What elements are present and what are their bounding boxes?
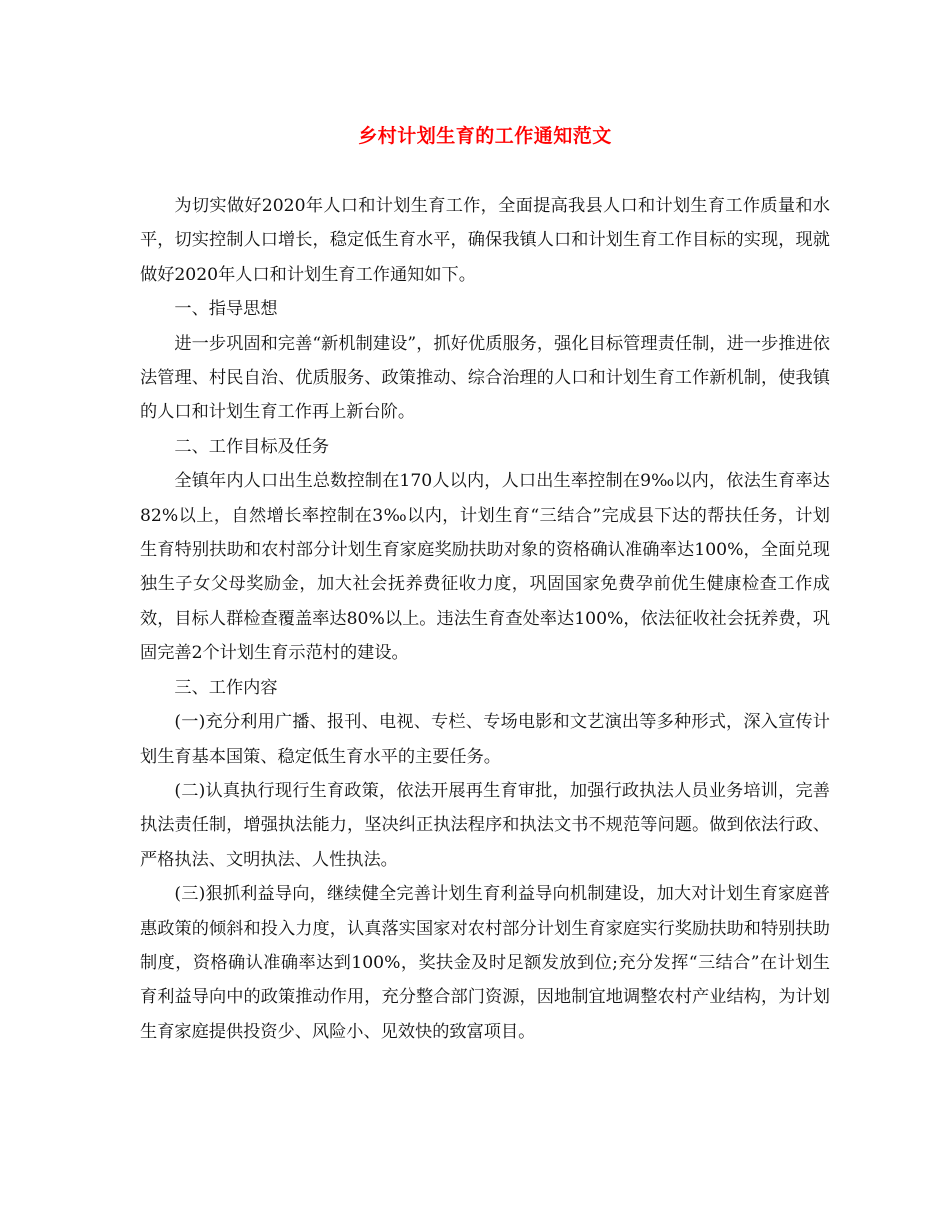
- goals-tasks-paragraph: 全镇年内人口出生总数控制在170人以内，人口出生率控制在9‰以内，依法生育率达82%以上，自然增长率控制在3‰以内，计划生育“三结合”完成县下达的帮扶任务，计划生育特别扶助和农村部分计划生育家庭奖励扶助对象的资格确认准确率达100%，全面兑现独生子女父母奖励金，加大社会抚养费征收力度，巩固国家免费孕前优生健康检查工作成效，目标人群检查覆盖率达80%以上。违法生育查处率达100%，依法征收社会抚养费，巩固完善2个计划生育示范村的建设。: [140, 471, 830, 664]
- guiding-ideology-paragraph: 进一步巩固和完善“新机制建设”，抓好优质服务，强化目标管理责任制，进一步推进依法管理、村民自治、优质服务、政策推动、综合治理的人口和计划生育工作新机制，使我镇的人口和计划生育工作再上新台阶。: [140, 333, 830, 423]
- section-heading-guiding-ideology: 一、指导思想: [174, 299, 278, 320]
- work-content-item-1: (一)充分利用广播、报刊、电视、专栏、专场电影和文艺演出等多种形式，深入宣传计划生育基本国策、稳定低生育水平的主要任务。: [140, 712, 830, 767]
- intro-paragraph: 为切实做好2020年人口和计划生育工作，全面提高我县人口和计划生育工作质量和水平，切实控制人口增长，稳定低生育水平，确保我镇人口和计划生育工作目标的实现，现就做好2020年人口和计划生育工作通知如下。: [140, 196, 830, 285]
- section-heading-work-content: 三、工作内容: [174, 677, 278, 698]
- section-heading-goals-tasks: 二、工作目标及任务: [174, 436, 330, 457]
- work-content-item-2: (二)认真执行现行生育政策，依法开展再生育审批，加强行政执法人员业务培训，完善执法责任制，增强执法能力，坚决纠正执法程序和执法文书不规范等问题。做到依法行政、严格执法、文明执法、人性执法。: [140, 780, 830, 870]
- work-content-item-3: (三)狠抓利益导向，继续健全完善计划生育利益导向机制建设，加大对计划生育家庭普惠政策的倾斜和投入力度，认真落实国家对农村部分计划生育家庭实行奖励扶助和特别扶助制度，资格确认准确率达到100%，奖扶金及时足额发放到位;充分发挥“三结合”在计划生育利益导向中的政策推动作用，充分整合部门资源，因地制宜地调整农村产业结构，为计划生育家庭提供投资少、风险小、见效快的致富项目。: [140, 884, 830, 1042]
- document-title: 乡村计划生育的工作通知范文: [358, 125, 612, 147]
- document-body: [140, 189, 830, 1049]
